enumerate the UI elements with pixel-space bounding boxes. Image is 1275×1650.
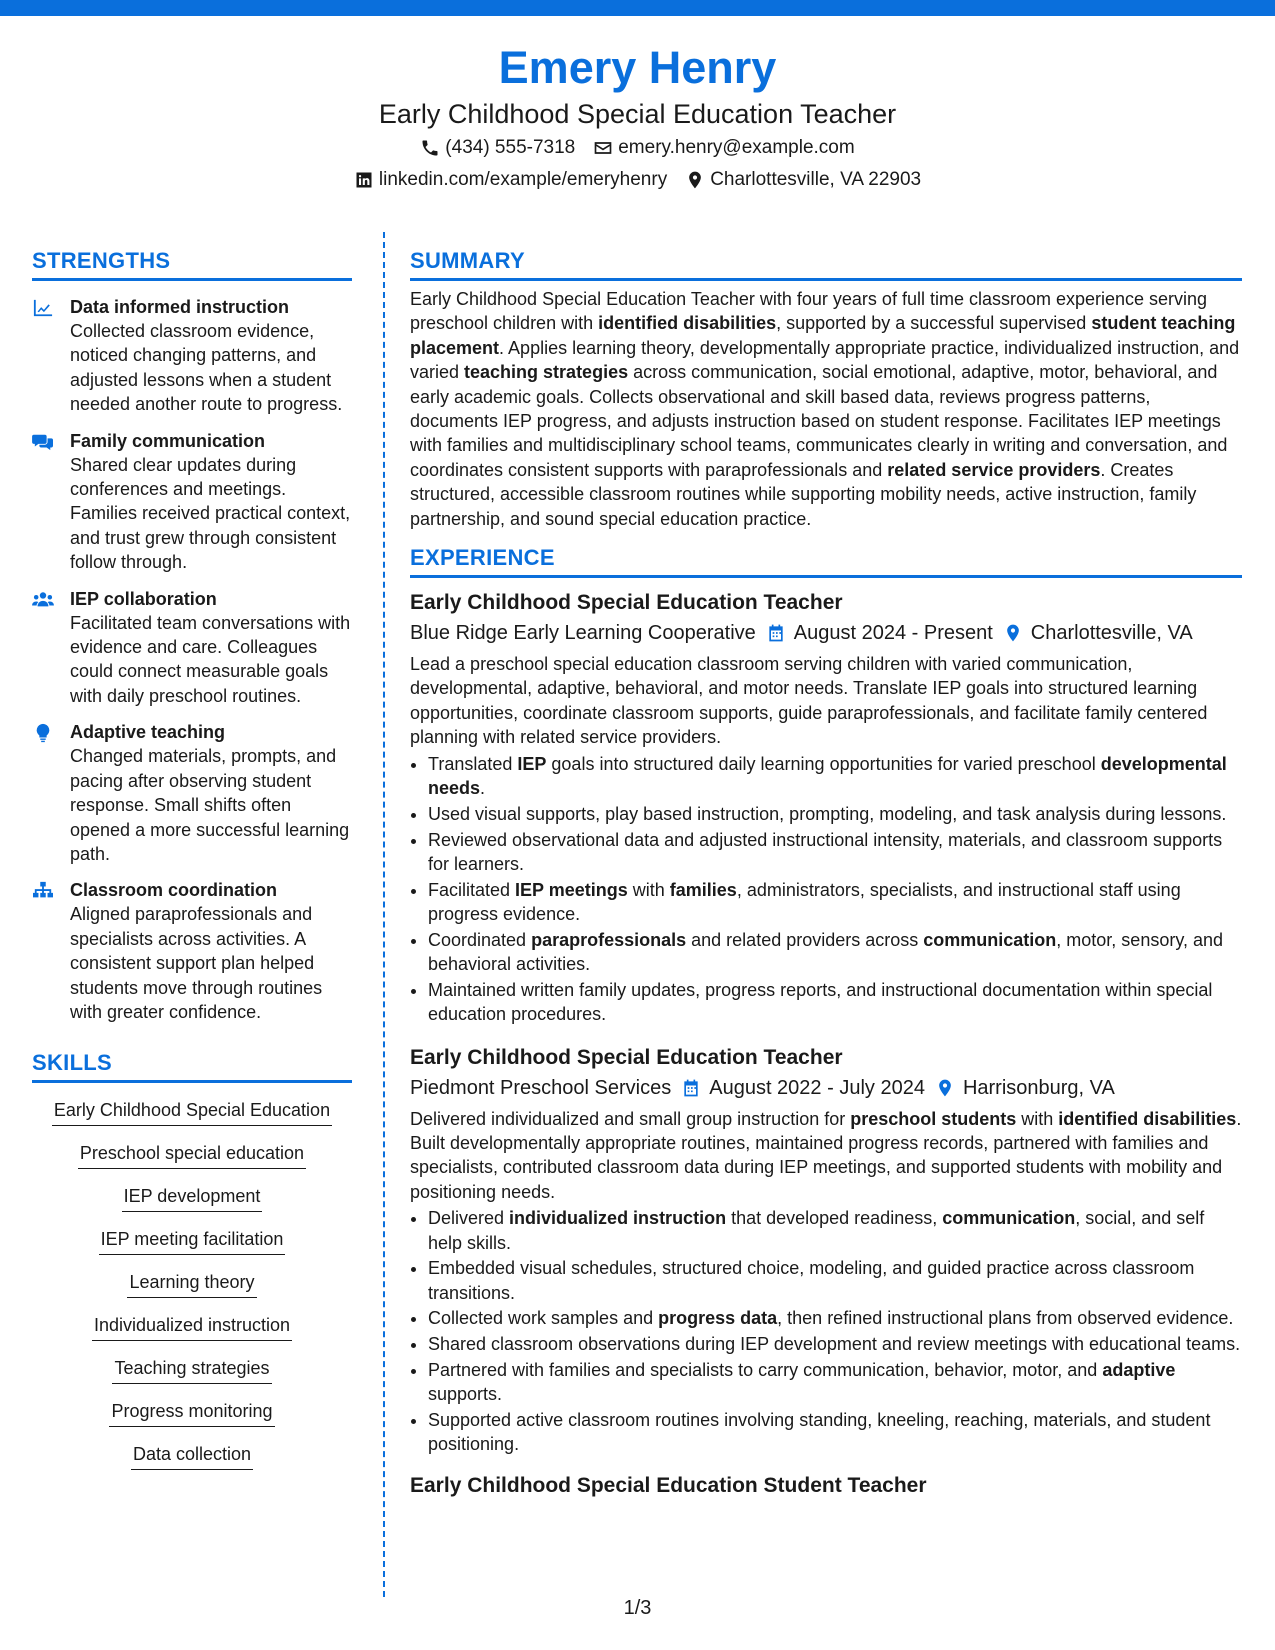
map-pin-icon [685,170,705,190]
resume-header [0,40,1275,196]
map-pin-icon [1003,623,1023,643]
chart-line-icon [32,298,54,318]
strength-desc: Collected classroom evidence, noticed changing patterns, and adjusted lessons when a student needed another route to progress. [70,321,343,415]
job-title: Early Childhood Special Education Teacher [410,591,843,615]
job-entry [410,1043,1242,1457]
job-location: Charlottesville, VA [1030,622,1193,645]
bullet-item: • Partnered with families and specialists to carry communication, behavior, motor, and adaptive supports. [428,1358,1242,1407]
strength-item [32,429,352,575]
linkedin-icon [354,170,374,190]
job-meta [410,1073,1242,1103]
column-divider [383,232,385,1597]
calendar-icon [766,623,786,643]
skill-item: IEP development [32,1183,352,1212]
job-description: Delivered individualized and small group instruction for preschool students with identified disabilities. Built developmentally appropriate routines, maintained progress records, partnered with families and specialists, contributed classroom data during IEP meetings, and supported students with mobility and positioning needs. [410,1108,1242,1202]
contact-row-1 [0,132,1275,164]
strength-item [32,878,352,1024]
chat-bubbles-icon [32,432,54,452]
job-entry [410,1471,1242,1501]
skill-item: Data collection [32,1441,352,1470]
calendar-icon [681,1078,701,1098]
bullet-item: • Coordinated paraprofessionals and related providers across communication, motor, sensory, and behavioral activities. [428,928,1242,977]
strength-title: Classroom coordination [70,880,278,901]
job-dates: August 2022 - July 2024 [709,1076,925,1099]
job-meta [410,618,1242,648]
contact-row-2 [0,164,1275,196]
strengths-heading: STRENGTHS [32,246,352,281]
skill-item: IEP meeting facilitation [32,1226,352,1255]
bullet-item: • Collected work samples and progress data, then refined instructional plans from observed evidence. [428,1306,1242,1330]
users-icon [32,590,54,610]
skill-item: Preschool special education [32,1140,352,1169]
strength-desc: Changed materials, prompts, and pacing after observing student response. Small shifts often opened a more successful learning path. [70,746,350,864]
strength-item [32,720,352,866]
strength-desc: Shared clear updates during conferences and meetings. Families received practical context, and trust grew through consistent follow through. [70,454,351,573]
bullet-item: • Maintained written family updates, progress reports, and instructional documentation within special education procedures. [428,978,1242,1027]
left-column [32,246,352,1470]
strength-title: Adaptive teaching [70,722,226,743]
company-name: Piedmont Preschool Services [410,1076,672,1099]
job-dates: August 2024 - Present [793,622,993,645]
strength-title: IEP collaboration [70,588,217,609]
top-accent-bar [0,0,1275,16]
summary-text: Early Childhood Special Education Teacher with four years of full time classroom experience serving preschool children with identified disabilities, supported by a successful supervised student teaching placement. Applies learning theory, developmentally appropriate practice, individualized instruction, and varied teaching strategies across communication, social emotional, adaptive, motor, behavioral, and early academic goals. Collects observational and skill based data, reviews progress patterns, documents IEP progress, and adjusts instruction based on student response. Facilitates IEP meetings with families and multidisciplinary school teams, communicates clearly in writing and conversation, and coordinates consistent supports with paraprofessionals and related service providers. Creates structured, accessible classroom routines while supporting mobility needs, active instruction, family partnership, and sound special education practice. [410,289,1240,529]
job-location: Harrisonburg, VA [962,1076,1115,1099]
bullet-item: • Reviewed observational data and adjusted instructional intensity, materials, and classroom supports for learners. [428,828,1242,877]
location-item [685,164,921,196]
skill-item: Teaching strategies [32,1355,352,1384]
bullet-item: • Supported active classroom routines involving standing, kneeling, reaching, materials, and student positioning. [428,1408,1242,1457]
strength-item [32,587,352,709]
strength-item [32,295,352,417]
skills-list [32,1097,352,1470]
skill-item: Learning theory [32,1269,352,1298]
org-chart-icon [32,881,54,901]
location-text: Charlottesville, VA 22903 [710,169,922,190]
candidate-name: Emery Henry [498,42,777,93]
experience-heading: EXPERIENCE [410,543,1242,578]
map-pin-icon [935,1078,955,1098]
skill-item: Progress monitoring [32,1398,352,1427]
summary-heading: SUMMARY [410,246,1242,281]
company-name: Blue Ridge Early Learning Cooperative [410,622,756,645]
phone-text: (434) 555-7318 [445,137,576,158]
email-text[interactable]: emery.henry@example.com [618,137,855,158]
bullet-item: • Delivered individualized instruction that developed readiness, communication, social, and self help skills. [428,1206,1242,1255]
bullet-item: • Shared classroom observations during IEP development and review meetings with educational teams. [428,1332,1242,1356]
strength-title: Data informed instruction [70,297,290,317]
phone-item [420,132,575,164]
page-number: 1/3 [623,1597,652,1619]
strength-title: Family communication [70,430,266,451]
job-bullets [410,1206,1242,1457]
phone-icon [420,138,440,158]
job-bullets [410,752,1242,1027]
bullet-item: • Translated IEP goals into structured daily learning opportunities for varied preschool developmental needs. [428,752,1242,801]
linkedin-item[interactable] [354,164,667,196]
job-title: Early Childhood Special Education Teacher [410,1045,843,1069]
skills-heading: SKILLS [32,1048,352,1083]
bullet-item: • Embedded visual schedules, structured choice, modeling, and guided practice across classroom transitions. [428,1256,1242,1305]
job-description: Lead a preschool special education classroom serving children with varied communication, developmental, adaptive, behavioral, and motor needs. Translate IEP goals into structured learning opportunities, coordinate classroom supports, guide paraprofessionals, and facilitate family centered planning with related service providers. [410,654,1208,748]
lightbulb-icon [32,723,54,743]
strength-desc: Facilitated team conversations with evidence and care. Colleagues could connect measurable goals with daily preschool routines. [70,612,351,706]
job-entry [410,588,1242,1027]
skill-item: Early Childhood Special Education [32,1097,352,1126]
right-column [410,246,1242,1501]
bullet-item: • Used visual supports, play based instruction, prompting, modeling, and task analysis during lessons. [428,802,1242,826]
candidate-title: Early Childhood Special Education Teacher [378,99,897,129]
skill-item: Individualized instruction [32,1312,352,1341]
job-title: Early Childhood Special Education Student Teacher [410,1473,927,1497]
strength-desc: Aligned paraprofessionals and specialists across activities. A consistent support plan helped students move through routines with greater confidence. [70,904,323,1022]
linkedin-text[interactable]: linkedin.com/example/emeryhenry [378,169,668,190]
email-item[interactable] [593,132,854,164]
bullet-item: • Facilitated IEP meetings with families, administrators, specialists, and instructional staff using progress evidence. [428,878,1242,927]
envelope-icon [593,138,613,158]
